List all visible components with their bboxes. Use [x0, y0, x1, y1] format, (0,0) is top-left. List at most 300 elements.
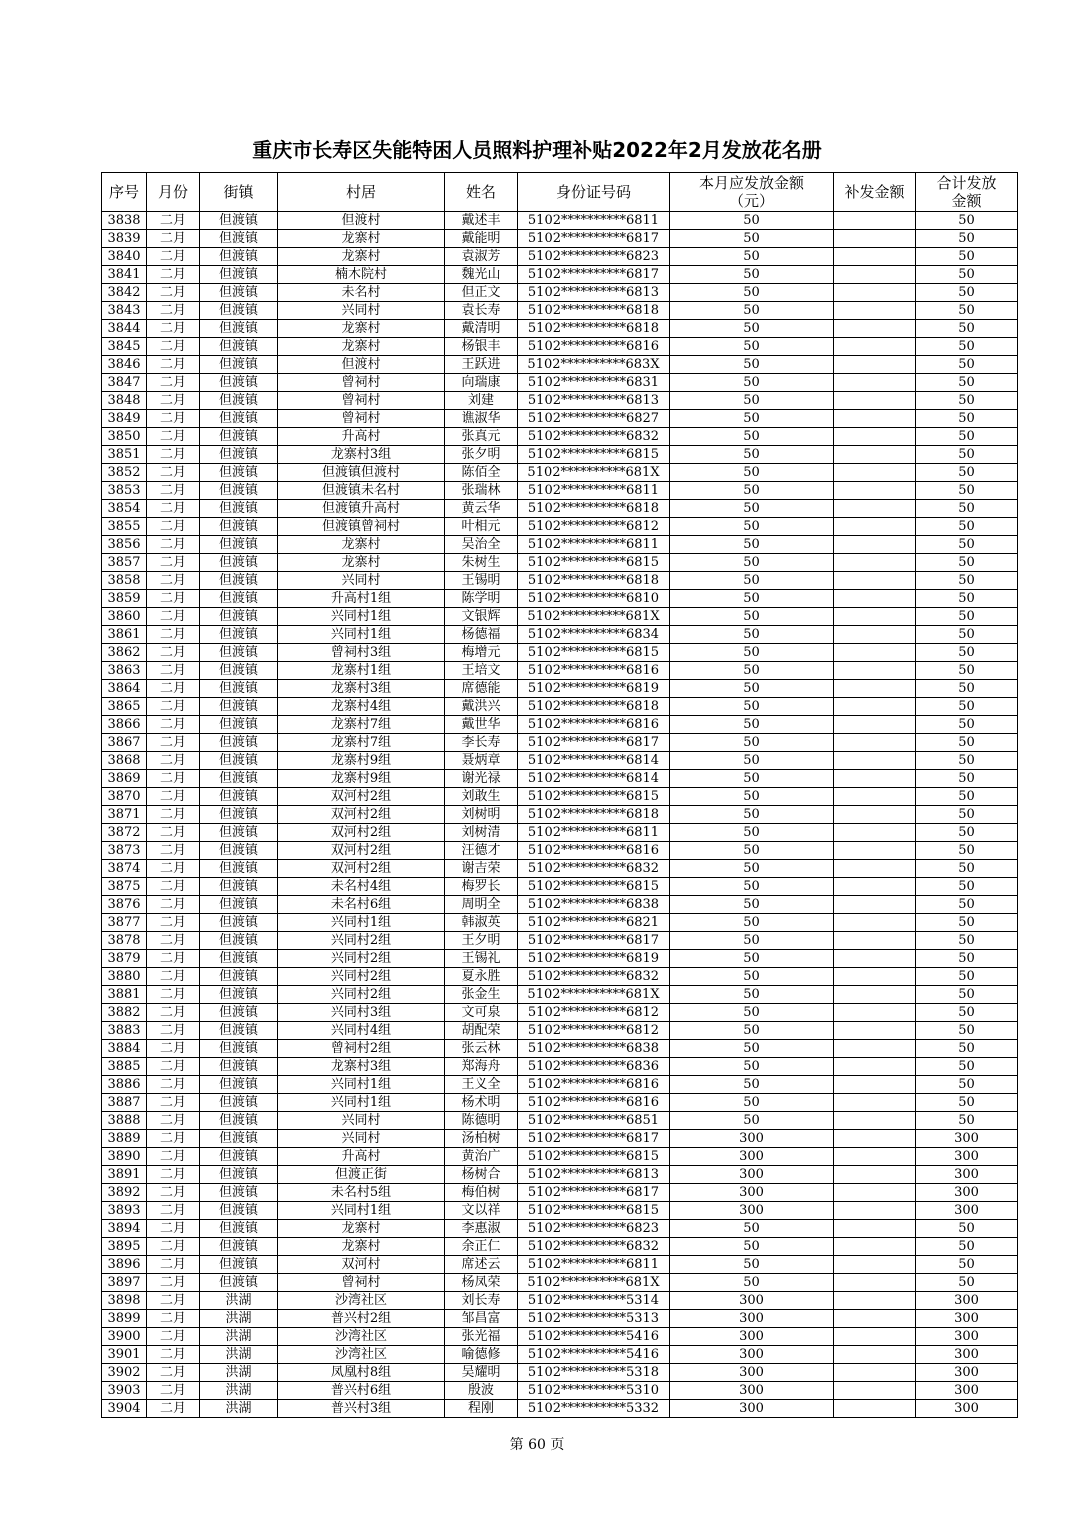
cell-supplement — [834, 932, 916, 950]
cell-total: 300 — [916, 1400, 1018, 1418]
cell-village: 龙寨村 — [278, 338, 445, 356]
cell-seq: 3870 — [102, 788, 147, 806]
cell-id-number: 5102**********6818 — [518, 698, 670, 716]
cell-town: 但渡镇 — [200, 770, 278, 788]
cell-village: 龙寨村 — [278, 554, 445, 572]
table-row — [102, 518, 1018, 536]
cell-amount: 50 — [670, 788, 834, 806]
cell-supplement — [834, 860, 916, 878]
cell-supplement — [834, 1292, 916, 1310]
cell-supplement — [834, 770, 916, 788]
cell-village: 龙寨村3组 — [278, 446, 445, 464]
cell-village: 未名村6组 — [278, 896, 445, 914]
table-row — [102, 1166, 1018, 1184]
roster-table — [101, 172, 1018, 1418]
table-row — [102, 1310, 1018, 1328]
cell-total: 50 — [916, 212, 1018, 230]
cell-id-number: 5102**********6814 — [518, 752, 670, 770]
table-row — [102, 464, 1018, 482]
table-row — [102, 842, 1018, 860]
cell-town: 但渡镇 — [200, 554, 278, 572]
cell-seq: 3879 — [102, 950, 147, 968]
cell-town: 但渡镇 — [200, 1148, 278, 1166]
cell-amount: 50 — [670, 518, 834, 536]
cell-seq: 3868 — [102, 752, 147, 770]
cell-name: 戴述丰 — [445, 212, 518, 230]
cell-amount: 50 — [670, 770, 834, 788]
cell-town: 但渡镇 — [200, 842, 278, 860]
cell-town: 但渡镇 — [200, 680, 278, 698]
cell-month: 二月 — [147, 788, 200, 806]
cell-id-number: 5102**********6823 — [518, 1220, 670, 1238]
cell-village: 兴同村3组 — [278, 1004, 445, 1022]
cell-supplement — [834, 1364, 916, 1382]
cell-id-number: 5102**********6816 — [518, 662, 670, 680]
cell-village: 兴同村2组 — [278, 968, 445, 986]
cell-supplement — [834, 338, 916, 356]
cell-total: 50 — [916, 302, 1018, 320]
cell-supplement — [834, 266, 916, 284]
cell-village: 但渡村 — [278, 356, 445, 374]
cell-village: 但渡镇升高村 — [278, 500, 445, 518]
cell-village: 未名村5组 — [278, 1184, 445, 1202]
cell-id-number: 5102**********6827 — [518, 410, 670, 428]
cell-supplement — [834, 1382, 916, 1400]
column-header-id-number: 身份证号码 — [518, 173, 670, 212]
cell-total: 50 — [916, 1238, 1018, 1256]
cell-name: 席德能 — [445, 680, 518, 698]
cell-total: 50 — [916, 842, 1018, 860]
cell-supplement — [834, 518, 916, 536]
cell-town: 但渡镇 — [200, 950, 278, 968]
table-row — [102, 914, 1018, 932]
cell-id-number: 5102**********5318 — [518, 1364, 670, 1382]
cell-month: 二月 — [147, 716, 200, 734]
cell-name: 李长寿 — [445, 734, 518, 752]
cell-town: 但渡镇 — [200, 536, 278, 554]
cell-town: 但渡镇 — [200, 608, 278, 626]
cell-month: 二月 — [147, 428, 200, 446]
cell-town: 洪湖 — [200, 1382, 278, 1400]
cell-seq: 3864 — [102, 680, 147, 698]
cell-name: 陈佰全 — [445, 464, 518, 482]
cell-total: 300 — [916, 1202, 1018, 1220]
cell-supplement — [834, 1328, 916, 1346]
cell-town: 但渡镇 — [200, 626, 278, 644]
table-row — [102, 932, 1018, 950]
cell-seq: 3849 — [102, 410, 147, 428]
cell-seq: 3855 — [102, 518, 147, 536]
cell-supplement — [834, 302, 916, 320]
cell-name: 戴能明 — [445, 230, 518, 248]
cell-supplement — [834, 1040, 916, 1058]
cell-town: 但渡镇 — [200, 1040, 278, 1058]
cell-total: 50 — [916, 968, 1018, 986]
cell-supplement — [834, 212, 916, 230]
cell-month: 二月 — [147, 302, 200, 320]
cell-month: 二月 — [147, 1130, 200, 1148]
cell-name: 汪德才 — [445, 842, 518, 860]
cell-id-number: 5102**********6816 — [518, 716, 670, 734]
cell-id-number: 5102**********6818 — [518, 572, 670, 590]
cell-supplement — [834, 1058, 916, 1076]
cell-village: 楠木院村 — [278, 266, 445, 284]
cell-town: 但渡镇 — [200, 446, 278, 464]
cell-id-number: 5102**********5416 — [518, 1328, 670, 1346]
cell-seq: 3871 — [102, 806, 147, 824]
cell-month: 二月 — [147, 1166, 200, 1184]
table-row — [102, 734, 1018, 752]
cell-name: 黄云华 — [445, 500, 518, 518]
cell-amount: 50 — [670, 212, 834, 230]
cell-amount: 300 — [670, 1310, 834, 1328]
cell-village: 双河村2组 — [278, 788, 445, 806]
cell-amount: 50 — [670, 1112, 834, 1130]
cell-month: 二月 — [147, 914, 200, 932]
cell-name: 杨凤荣 — [445, 1274, 518, 1292]
table-row — [102, 302, 1018, 320]
column-header-month: 月份 — [147, 173, 200, 212]
cell-supplement — [834, 482, 916, 500]
cell-amount: 50 — [670, 374, 834, 392]
cell-amount: 50 — [670, 536, 834, 554]
cell-town: 但渡镇 — [200, 752, 278, 770]
cell-total: 50 — [916, 356, 1018, 374]
cell-seq: 3846 — [102, 356, 147, 374]
cell-seq: 3886 — [102, 1076, 147, 1094]
cell-town: 但渡镇 — [200, 320, 278, 338]
cell-name: 戴清明 — [445, 320, 518, 338]
table-row — [102, 1238, 1018, 1256]
cell-amount: 300 — [670, 1364, 834, 1382]
cell-name: 席述云 — [445, 1256, 518, 1274]
cell-town: 但渡镇 — [200, 1022, 278, 1040]
cell-total: 50 — [916, 608, 1018, 626]
cell-id-number: 5102**********6816 — [518, 1076, 670, 1094]
column-header-village: 村居 — [278, 173, 445, 212]
cell-village: 兴同村 — [278, 572, 445, 590]
cell-amount: 300 — [670, 1292, 834, 1310]
cell-village: 兴同村1组 — [278, 914, 445, 932]
cell-town: 但渡镇 — [200, 266, 278, 284]
cell-supplement — [834, 1130, 916, 1148]
cell-month: 二月 — [147, 1364, 200, 1382]
cell-village: 龙寨村 — [278, 1220, 445, 1238]
table-row — [102, 1274, 1018, 1292]
cell-supplement — [834, 428, 916, 446]
cell-name: 李惠淑 — [445, 1220, 518, 1238]
cell-month: 二月 — [147, 1004, 200, 1022]
cell-month: 二月 — [147, 1220, 200, 1238]
cell-village: 兴同村4组 — [278, 1022, 445, 1040]
cell-town: 但渡镇 — [200, 482, 278, 500]
cell-total: 50 — [916, 374, 1018, 392]
cell-seq: 3876 — [102, 896, 147, 914]
cell-amount: 300 — [670, 1130, 834, 1148]
cell-name: 王夕明 — [445, 932, 518, 950]
table-row — [102, 950, 1018, 968]
cell-seq: 3891 — [102, 1166, 147, 1184]
cell-total: 50 — [916, 1040, 1018, 1058]
cell-town: 洪湖 — [200, 1400, 278, 1418]
cell-month: 二月 — [147, 1022, 200, 1040]
cell-supplement — [834, 248, 916, 266]
cell-supplement — [834, 626, 916, 644]
cell-total: 300 — [916, 1328, 1018, 1346]
cell-id-number: 5102**********6815 — [518, 1202, 670, 1220]
cell-id-number: 5102**********6811 — [518, 1256, 670, 1274]
cell-name: 文银辉 — [445, 608, 518, 626]
cell-name: 张云林 — [445, 1040, 518, 1058]
cell-village: 曾祠村 — [278, 410, 445, 428]
cell-village: 龙寨村 — [278, 1238, 445, 1256]
cell-amount: 50 — [670, 248, 834, 266]
cell-month: 二月 — [147, 824, 200, 842]
cell-town: 但渡镇 — [200, 1130, 278, 1148]
cell-total: 50 — [916, 446, 1018, 464]
cell-month: 二月 — [147, 230, 200, 248]
cell-id-number: 5102**********6814 — [518, 770, 670, 788]
cell-id-number: 5102**********6838 — [518, 896, 670, 914]
cell-seq: 3839 — [102, 230, 147, 248]
cell-total: 50 — [916, 662, 1018, 680]
cell-supplement — [834, 824, 916, 842]
cell-supplement — [834, 356, 916, 374]
cell-month: 二月 — [147, 1202, 200, 1220]
cell-town: 但渡镇 — [200, 518, 278, 536]
table-row — [102, 446, 1018, 464]
table-row — [102, 356, 1018, 374]
cell-seq: 3901 — [102, 1346, 147, 1364]
cell-town: 但渡镇 — [200, 1256, 278, 1274]
cell-supplement — [834, 536, 916, 554]
cell-village: 升高村 — [278, 1148, 445, 1166]
cell-id-number: 5102**********6810 — [518, 590, 670, 608]
cell-id-number: 5102**********6813 — [518, 1166, 670, 1184]
cell-town: 但渡镇 — [200, 698, 278, 716]
cell-town: 但渡镇 — [200, 1094, 278, 1112]
cell-village: 龙寨村 — [278, 536, 445, 554]
cell-name: 刘树清 — [445, 824, 518, 842]
cell-month: 二月 — [147, 1400, 200, 1418]
cell-month: 二月 — [147, 698, 200, 716]
cell-month: 二月 — [147, 1346, 200, 1364]
cell-supplement — [834, 464, 916, 482]
cell-month: 二月 — [147, 1112, 200, 1130]
cell-name: 王跃进 — [445, 356, 518, 374]
cell-id-number: 5102**********6816 — [518, 1094, 670, 1112]
cell-seq: 3884 — [102, 1040, 147, 1058]
cell-id-number: 5102**********6832 — [518, 1238, 670, 1256]
cell-village: 兴同村2组 — [278, 986, 445, 1004]
cell-seq: 3845 — [102, 338, 147, 356]
cell-total: 50 — [916, 536, 1018, 554]
cell-seq: 3856 — [102, 536, 147, 554]
cell-name: 梅伯树 — [445, 1184, 518, 1202]
cell-supplement — [834, 284, 916, 302]
cell-supplement — [834, 1202, 916, 1220]
cell-month: 二月 — [147, 806, 200, 824]
page-number: 第 60 页 — [509, 1437, 565, 1453]
cell-seq: 3844 — [102, 320, 147, 338]
cell-amount: 50 — [670, 302, 834, 320]
cell-seq: 3852 — [102, 464, 147, 482]
table-row — [102, 410, 1018, 428]
cell-name: 袁长寿 — [445, 302, 518, 320]
cell-seq: 3888 — [102, 1112, 147, 1130]
cell-month: 二月 — [147, 1148, 200, 1166]
table-row — [102, 212, 1018, 230]
cell-total: 50 — [916, 338, 1018, 356]
table-row — [102, 1112, 1018, 1130]
cell-month: 二月 — [147, 932, 200, 950]
column-header-seq: 序号 — [102, 173, 147, 212]
cell-supplement — [834, 662, 916, 680]
cell-id-number: 5102**********5310 — [518, 1382, 670, 1400]
cell-amount: 50 — [670, 266, 834, 284]
cell-village: 兴同村1组 — [278, 1094, 445, 1112]
cell-month: 二月 — [147, 212, 200, 230]
cell-town: 但渡镇 — [200, 1202, 278, 1220]
cell-name: 吴治全 — [445, 536, 518, 554]
table-row — [102, 572, 1018, 590]
table-row — [102, 590, 1018, 608]
table-row — [102, 374, 1018, 392]
cell-village: 龙寨村3组 — [278, 680, 445, 698]
cell-seq: 3850 — [102, 428, 147, 446]
cell-town: 但渡镇 — [200, 662, 278, 680]
cell-seq: 3854 — [102, 500, 147, 518]
table-row — [102, 1364, 1018, 1382]
cell-seq: 3872 — [102, 824, 147, 842]
cell-town: 但渡镇 — [200, 356, 278, 374]
cell-supplement — [834, 410, 916, 428]
cell-amount: 50 — [670, 914, 834, 932]
cell-town: 但渡镇 — [200, 284, 278, 302]
table-row — [102, 1148, 1018, 1166]
cell-village: 但渡镇未名村 — [278, 482, 445, 500]
cell-month: 二月 — [147, 554, 200, 572]
cell-month: 二月 — [147, 1076, 200, 1094]
cell-town: 但渡镇 — [200, 1004, 278, 1022]
cell-total: 50 — [916, 500, 1018, 518]
cell-village: 龙寨村 — [278, 248, 445, 266]
cell-total: 300 — [916, 1310, 1018, 1328]
cell-name: 周明全 — [445, 896, 518, 914]
cell-name: 梅增元 — [445, 644, 518, 662]
cell-supplement — [834, 644, 916, 662]
cell-id-number: 5102**********6816 — [518, 842, 670, 860]
cell-village: 兴同村 — [278, 1130, 445, 1148]
cell-id-number: 5102**********6811 — [518, 536, 670, 554]
cell-town: 但渡镇 — [200, 878, 278, 896]
cell-month: 二月 — [147, 464, 200, 482]
cell-amount: 50 — [670, 1256, 834, 1274]
cell-village: 沙湾社区 — [278, 1292, 445, 1310]
table-row — [102, 284, 1018, 302]
cell-supplement — [834, 374, 916, 392]
cell-village: 未名村4组 — [278, 878, 445, 896]
cell-name: 向瑞康 — [445, 374, 518, 392]
cell-town: 但渡镇 — [200, 806, 278, 824]
cell-amount: 50 — [670, 932, 834, 950]
cell-amount: 50 — [670, 446, 834, 464]
table-row — [102, 770, 1018, 788]
table-row — [102, 1220, 1018, 1238]
cell-town: 但渡镇 — [200, 860, 278, 878]
cell-name: 喻德修 — [445, 1346, 518, 1364]
cell-seq: 3881 — [102, 986, 147, 1004]
cell-supplement — [834, 752, 916, 770]
cell-supplement — [834, 1094, 916, 1112]
cell-name: 杨银丰 — [445, 338, 518, 356]
cell-village: 未名村 — [278, 284, 445, 302]
cell-amount: 50 — [670, 284, 834, 302]
cell-amount: 50 — [670, 464, 834, 482]
cell-name: 张瑞林 — [445, 482, 518, 500]
cell-village: 龙寨村1组 — [278, 662, 445, 680]
cell-amount: 50 — [670, 842, 834, 860]
cell-village: 兴同村1组 — [278, 1202, 445, 1220]
cell-supplement — [834, 950, 916, 968]
cell-village: 曾祠村3组 — [278, 644, 445, 662]
cell-amount: 50 — [670, 1058, 834, 1076]
table-row — [102, 896, 1018, 914]
cell-amount: 50 — [670, 968, 834, 986]
cell-seq: 3851 — [102, 446, 147, 464]
cell-town: 但渡镇 — [200, 590, 278, 608]
cell-name: 但正文 — [445, 284, 518, 302]
cell-name: 陈德明 — [445, 1112, 518, 1130]
cell-id-number: 5102**********6812 — [518, 1022, 670, 1040]
cell-seq: 3853 — [102, 482, 147, 500]
cell-total: 50 — [916, 788, 1018, 806]
cell-village: 但渡镇但渡村 — [278, 464, 445, 482]
cell-town: 但渡镇 — [200, 212, 278, 230]
cell-village: 曾祠村2组 — [278, 1040, 445, 1058]
cell-name: 张真元 — [445, 428, 518, 446]
cell-town: 但渡镇 — [200, 788, 278, 806]
cell-total: 50 — [916, 518, 1018, 536]
cell-supplement — [834, 554, 916, 572]
cell-id-number: 5102**********6817 — [518, 266, 670, 284]
cell-amount: 50 — [670, 320, 834, 338]
cell-village: 龙寨村9组 — [278, 752, 445, 770]
table-row — [102, 1022, 1018, 1040]
cell-village: 龙寨村3组 — [278, 1058, 445, 1076]
column-header-town: 街镇 — [200, 173, 278, 212]
cell-name: 殷波 — [445, 1382, 518, 1400]
cell-amount: 50 — [670, 1022, 834, 1040]
table-row — [102, 338, 1018, 356]
cell-month: 二月 — [147, 248, 200, 266]
cell-id-number: 5102**********6821 — [518, 914, 670, 932]
cell-seq: 3838 — [102, 212, 147, 230]
cell-supplement — [834, 590, 916, 608]
cell-month: 二月 — [147, 644, 200, 662]
cell-supplement — [834, 806, 916, 824]
cell-village: 沙湾社区 — [278, 1346, 445, 1364]
cell-amount: 50 — [670, 752, 834, 770]
cell-total: 300 — [916, 1364, 1018, 1382]
cell-name: 余正仁 — [445, 1238, 518, 1256]
cell-total: 50 — [916, 392, 1018, 410]
cell-name: 张夕明 — [445, 446, 518, 464]
cell-town: 但渡镇 — [200, 248, 278, 266]
cell-supplement — [834, 1346, 916, 1364]
cell-name: 刘树明 — [445, 806, 518, 824]
cell-village: 但渡村 — [278, 212, 445, 230]
